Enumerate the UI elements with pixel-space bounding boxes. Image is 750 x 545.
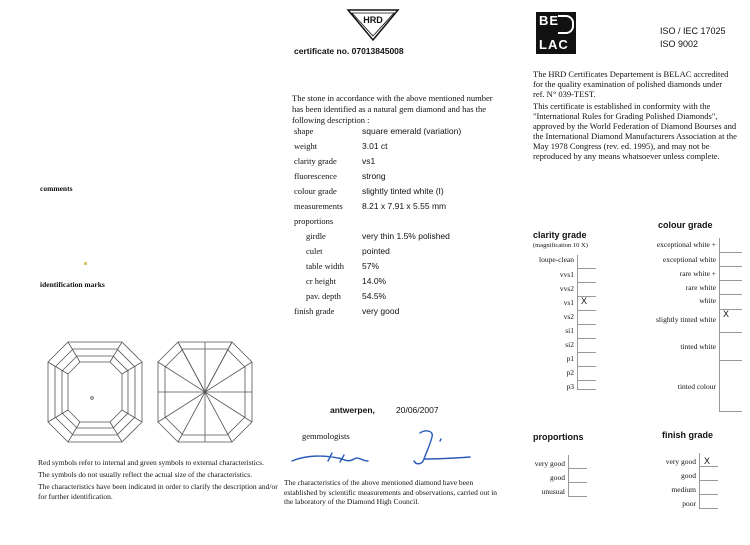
clarity-grade-title: clarity grade xyxy=(533,230,587,240)
belac-logo-top: BE xyxy=(539,13,560,28)
conformity-text: This certificate is established in conformity with the "International Rules for Grading Polished Diamonds", approved by the World Federation of Diamond Bourses and the International Diamond Manufacturers Association at the May 1978 Congress (rev. ed. 1995), and may not be reproduced by any means whatsoever unless complete. xyxy=(533,101,737,161)
finish-selected-mark: X xyxy=(704,456,711,466)
colour-row: slightly tinted white xyxy=(656,315,716,324)
prop-value: 14.0% xyxy=(362,276,387,286)
prop-row-table-width xyxy=(294,261,494,276)
note-1: Red symbols refer to internal and green symbols to external characteristics. xyxy=(38,458,264,467)
finish-row: poor xyxy=(682,499,696,508)
clarity-row: vs1 xyxy=(563,298,574,307)
finish-grade-title: finish grade xyxy=(662,430,714,440)
date: 20/06/2007 xyxy=(396,405,439,415)
belac-logo-shape xyxy=(558,15,574,34)
finish-row: medium xyxy=(671,485,696,494)
signatures xyxy=(288,425,503,475)
finish-box xyxy=(699,495,718,509)
desc-row-shape xyxy=(294,126,494,141)
desc-value: slightly tinted white (I) xyxy=(362,186,444,196)
desc-value: 8.21 x 7.91 x 5.55 mm xyxy=(362,201,447,211)
prop-row-pav-depth xyxy=(294,291,494,306)
hrd-logo-text: HRD xyxy=(363,15,383,25)
colour-box xyxy=(719,281,742,295)
prop-key: table width xyxy=(306,261,345,271)
certificate-number: certificate no. 07013845008 xyxy=(294,46,404,56)
diamond-plot-diagram xyxy=(46,340,276,445)
finish-box xyxy=(699,481,718,495)
prop-key: culet xyxy=(306,246,323,256)
crown-view xyxy=(48,342,142,442)
finish-value: very good xyxy=(362,306,400,316)
desc-row-weight xyxy=(294,141,494,156)
desc-value: strong xyxy=(362,171,386,181)
desc-key: shape xyxy=(294,126,314,136)
finish-key: finish grade xyxy=(294,306,335,316)
clarity-row: p1 xyxy=(566,354,574,363)
clarity-row: si2 xyxy=(565,340,574,349)
clarity-box xyxy=(577,353,596,367)
pavilion-view xyxy=(158,342,252,442)
colour-box xyxy=(719,253,742,267)
clarity-scale xyxy=(520,255,620,391)
clarity-row: loupe-clean xyxy=(539,255,574,264)
finish-row: good xyxy=(681,471,696,480)
proportion-row: good xyxy=(550,473,565,482)
clarity-row: si1 xyxy=(565,326,574,335)
prop-key: pav. depth xyxy=(306,291,341,301)
notes-block xyxy=(38,458,278,502)
belac-logo xyxy=(536,12,576,54)
finish-row: very good xyxy=(665,457,696,466)
colour-box xyxy=(719,361,742,412)
proportion-row: unusual xyxy=(541,487,565,496)
desc-row-fluorescence xyxy=(294,171,494,186)
desc-key: weight xyxy=(294,141,318,151)
belac-logo-bottom: LAC xyxy=(539,37,569,52)
clarity-row: vs2 xyxy=(563,312,574,321)
note-3: The characteristics have been indicated in order to clarify the description and/or for further identification. xyxy=(38,482,278,501)
prop-key: cr height xyxy=(306,276,336,286)
proportions-scale xyxy=(520,455,610,500)
description-table xyxy=(294,126,514,326)
colour-row: exceptional white xyxy=(662,255,716,264)
prop-key: girdle xyxy=(306,231,326,241)
desc-key: colour grade xyxy=(294,186,337,196)
prop-value: 54.5% xyxy=(362,291,387,301)
hrd-logo xyxy=(346,8,400,42)
desc-row-measurements xyxy=(294,201,494,216)
desc-key: measurements xyxy=(294,201,343,211)
clarity-box xyxy=(577,381,596,390)
clarity-box xyxy=(577,255,596,269)
colour-row: white xyxy=(699,296,716,305)
desc-key: clarity grade xyxy=(294,156,337,166)
clarity-box xyxy=(577,283,596,297)
finish-scale xyxy=(640,453,730,513)
inclusion-mark xyxy=(84,262,87,265)
iso-17025: ISO / IEC 17025 xyxy=(660,26,726,36)
identification-marks-label: identification marks xyxy=(40,280,105,289)
colour-row: tinted colour xyxy=(677,382,716,391)
clarity-box xyxy=(577,325,596,339)
colour-box xyxy=(719,238,742,253)
desc-value: vs1 xyxy=(362,156,376,166)
desc-row-colour xyxy=(294,186,494,201)
proportion-box xyxy=(568,483,587,497)
gemmologists-label: gemmologists xyxy=(302,431,350,441)
prop-row-girdle xyxy=(294,231,494,246)
clarity-selected-mark: X xyxy=(581,296,588,306)
clarity-magnification: (magnification 10 X) xyxy=(533,242,588,249)
colour-grade-title: colour grade xyxy=(658,220,713,230)
colour-selected-mark: X xyxy=(723,309,730,319)
clarity-box xyxy=(577,339,596,353)
clarity-row: p3 xyxy=(566,382,574,391)
clarity-row: vvs2 xyxy=(559,284,574,293)
finish-box xyxy=(699,467,718,481)
clarity-row: vvs1 xyxy=(559,270,574,279)
prop-value: 57% xyxy=(362,261,380,271)
desc-value: square emerald (variation) xyxy=(362,126,462,136)
desc-row-clarity xyxy=(294,156,494,171)
prop-value: pointed xyxy=(362,246,390,256)
colour-row: tinted white xyxy=(680,342,716,351)
proportion-row: very good xyxy=(534,459,565,468)
comments-label: comments xyxy=(40,184,73,193)
desc-key: fluorescence xyxy=(294,171,337,181)
prop-row-culet xyxy=(294,246,494,261)
colour-box xyxy=(719,333,742,361)
prop-row-cr-height xyxy=(294,276,494,291)
note-2: The symbols do not usually reflect the actual size of the characteristics. xyxy=(38,470,253,479)
intro-text: The stone in accordance with the above mentioned number has been identified as a natural gem diamond and has the following description : xyxy=(292,93,493,125)
finish-row xyxy=(294,306,494,321)
accreditation-text: The HRD Certificates Departement is BELAC accredited for the quality examination of polished diamonds under ref. N° 039-TEST. xyxy=(533,69,729,99)
clarity-box xyxy=(577,269,596,283)
proportions-heading: proportions xyxy=(294,216,334,226)
clarity-box xyxy=(577,311,596,325)
colour-box xyxy=(719,295,742,310)
proportion-box xyxy=(568,469,587,483)
prop-value: very thin 1.5% polished xyxy=(362,231,450,241)
desc-value: 3.01 ct xyxy=(362,141,388,151)
colour-row: rare white + xyxy=(679,269,716,278)
colour-row: rare white xyxy=(685,283,716,292)
colour-box xyxy=(719,267,742,281)
footer-text: The characteristics of the above mentioned diamond have been established by scientific measurements and observations, carried out in the laboratory of the Diamond High Council. xyxy=(284,478,498,506)
clarity-box xyxy=(577,367,596,381)
proportion-box xyxy=(568,455,587,469)
colour-scale xyxy=(640,238,745,413)
clarity-row: p2 xyxy=(566,368,574,377)
iso-9002: ISO 9002 xyxy=(660,39,699,49)
proportions-title: proportions xyxy=(533,432,584,442)
colour-row: exceptional white + xyxy=(656,240,716,249)
city: antwerpen, xyxy=(330,405,375,415)
